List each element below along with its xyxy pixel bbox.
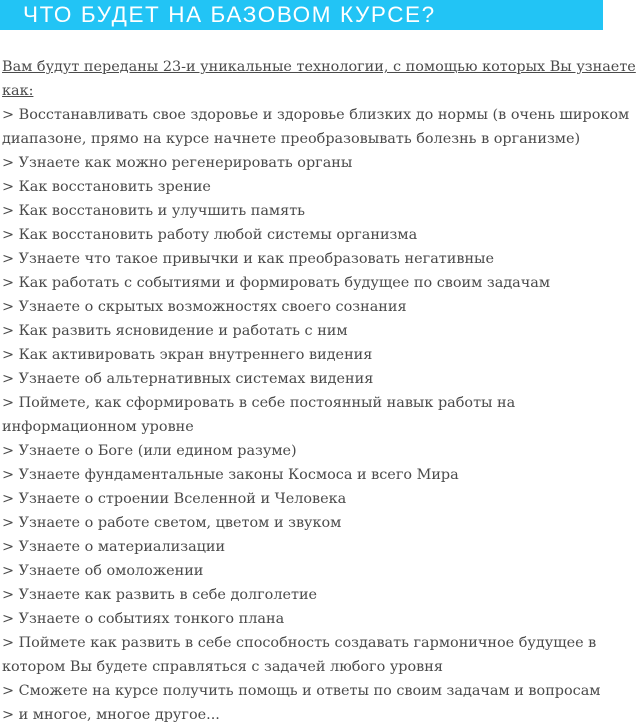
list-item: > Узнаете фундаментальные законы Космоса и всего Мира <box>2 467 459 483</box>
list-item: > Узнаете о работе светом, цветом и звуком <box>2 515 342 531</box>
list-item: > Узнаете об омоложении <box>2 563 204 579</box>
technology-list <box>2 103 642 727</box>
list-item: > Как восстановить и улучшить память <box>2 203 305 219</box>
list-item: > Как работать с событиями и формировать будущее по своим задачам <box>2 275 551 291</box>
list-item: > Поймете как развить в себе способность создавать гармоничное будущее в котором Вы будете справляться с задачей любого уровня <box>2 635 597 675</box>
list-item: > Узнаете о скрытых возможностях своего сознания <box>2 299 407 315</box>
list-item: > Узнаете об альтернативных системах видения <box>2 371 374 387</box>
list-item: > Узнаете как можно регенерировать органы <box>2 155 353 171</box>
list-item: > Восстанавливать свое здоровье и здоровье близких до нормы (в очень широком диапазоне, прямо на курсе начнете преобразовывать болезнь в организме) <box>2 107 630 147</box>
section-heading-bar <box>0 0 603 30</box>
list-item: > и многое, многое другое... <box>2 707 220 723</box>
list-item: > Узнаете о материализации <box>2 539 226 555</box>
list-item: > Узнаете как развить в себе долголетие <box>2 587 318 603</box>
course-description <box>2 55 642 727</box>
list-item: > Поймете, как сформировать в себе постоянный навык работы на информационном уровне <box>2 395 516 435</box>
list-item: > Узнаете о событиях тонкого плана <box>2 611 285 627</box>
list-item: > Узнаете о Боге (или едином разуме) <box>2 443 297 459</box>
list-item: > Узнаете что такое привычки и как преобразовать негативные <box>2 251 495 267</box>
list-item: > Как развить ясновидение и работать с ним <box>2 323 348 339</box>
intro-text: Вам будут переданы 23-и уникальные технологии, с помощью которых Вы узнаете как: <box>2 59 636 99</box>
list-item: > Сможете на курсе получить помощь и ответы по своим задачам и вопросам <box>2 683 601 699</box>
list-item: > Как активировать экран внутреннего видения <box>2 347 373 363</box>
list-item: > Как восстановить работу любой системы организма <box>2 227 418 243</box>
list-item: > Как восстановить зрение <box>2 179 211 195</box>
section-heading: ЧТО БУДЕТ НА БАЗОВОМ КУРСЕ? <box>23 2 436 27</box>
list-item: > Узнаете о строении Вселенной и Человека <box>2 491 347 507</box>
